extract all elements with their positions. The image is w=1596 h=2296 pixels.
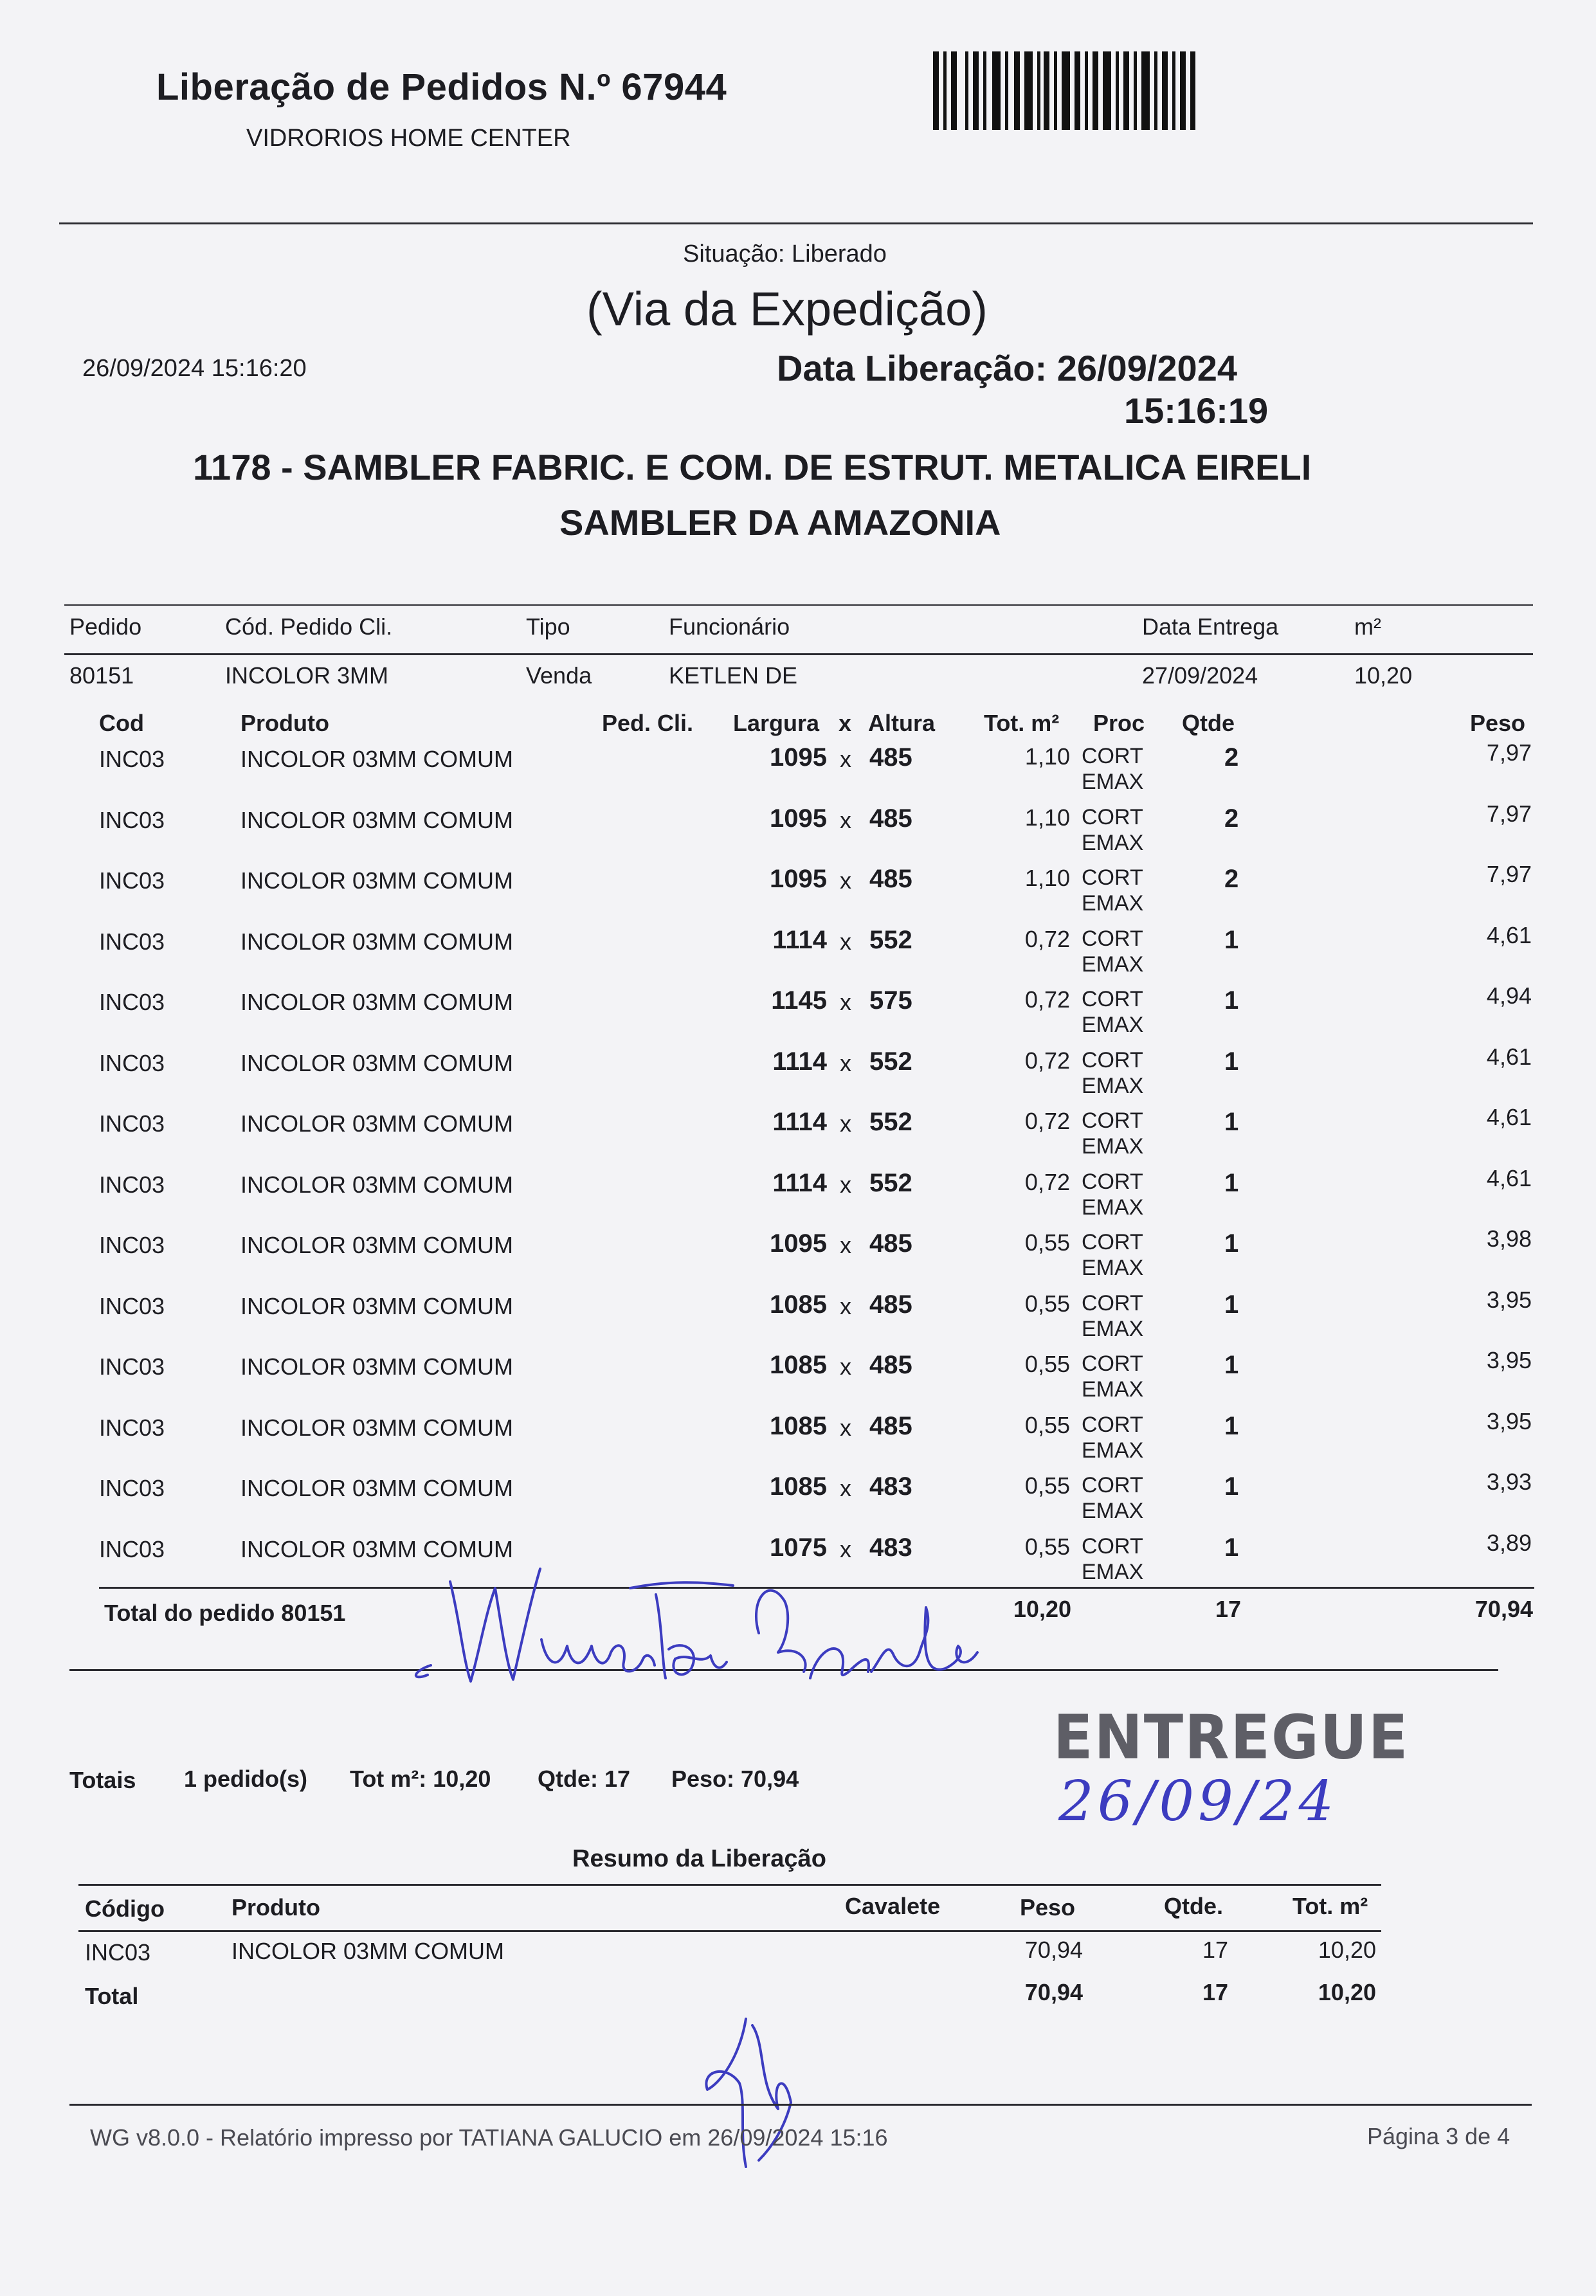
summary-col-cavalete: Cavalete <box>845 1893 941 1919</box>
col-tipo: Tipo <box>526 613 570 640</box>
item-proc-cort: CORT <box>1082 1473 1143 1497</box>
item-altura: 552 <box>869 926 912 954</box>
item-proc-cort: CORT <box>1082 987 1143 1011</box>
item-x: x <box>840 1475 851 1501</box>
item-x: x <box>840 989 851 1015</box>
order-tipo: Venda <box>526 662 592 689</box>
data-liberacao-date: 26/09/2024 <box>1056 348 1237 388</box>
header-divider <box>59 222 1533 224</box>
item-produto: INCOLOR 03MM COMUM <box>240 928 514 955</box>
item-cod: INC03 <box>99 1293 165 1319</box>
item-x: x <box>840 928 851 955</box>
item-proc-emax: EMAX <box>1082 1377 1144 1402</box>
item-peso: 3,95 <box>1486 1408 1532 1434</box>
order-section-bottom-line <box>69 1669 1498 1671</box>
order-total-line <box>99 1587 1534 1589</box>
item-largura: 1095 <box>770 865 827 893</box>
item-tot-m2: 0,55 <box>1024 1290 1070 1317</box>
summary-col-produto: Produto <box>231 1894 320 1921</box>
data-liberacao-label <box>777 347 1237 389</box>
item-cod: INC03 <box>99 1415 165 1441</box>
item-qtde: 1 <box>1224 986 1239 1015</box>
item-largura: 1085 <box>770 1290 827 1319</box>
item-produto: INCOLOR 03MM COMUM <box>240 1171 514 1198</box>
item-col-ped-cli: Ped. Cli. <box>602 710 694 736</box>
item-qtde: 1 <box>1224 1169 1239 1197</box>
item-peso: 7,97 <box>1486 861 1532 887</box>
item-altura: 485 <box>869 865 912 893</box>
order-funcionario: KETLEN DE <box>669 662 798 689</box>
item-col-largura: Largura <box>733 710 820 736</box>
company-name: VIDRORIOS HOME CENTER <box>246 125 571 152</box>
summary-row-qtde: 17 <box>1202 1937 1228 1963</box>
totals-tot-m2: Tot m²: 10,20 <box>350 1766 491 1792</box>
footer-page-number: Página 3 de 4 <box>1367 2123 1510 2149</box>
item-altura: 485 <box>869 1351 912 1379</box>
item-altura: 485 <box>869 1412 912 1440</box>
printed-timestamp: 26/09/2024 15:16:20 <box>82 355 307 382</box>
col-funcionario: Funcionário <box>669 613 790 640</box>
item-largura: 1095 <box>770 1229 827 1258</box>
summary-col-tot-m2: Tot. m² <box>1292 1893 1368 1919</box>
item-x: x <box>840 1536 851 1562</box>
item-x: x <box>840 1232 851 1258</box>
item-peso: 4,61 <box>1486 1104 1532 1130</box>
order-pedido: 80151 <box>69 662 134 689</box>
item-x: x <box>840 1171 851 1198</box>
item-proc-cort: CORT <box>1082 1291 1143 1315</box>
document-title: Liberação de Pedidos N.º 67944 <box>156 66 727 108</box>
summary-row-tot-m2: 10,20 <box>1318 1937 1376 1963</box>
summary-col-codigo: Código <box>85 1895 165 1922</box>
item-proc-emax: EMAX <box>1082 1256 1144 1280</box>
order-table-header-line <box>64 653 1533 655</box>
item-proc-cort: CORT <box>1082 865 1143 890</box>
status-situacao: Situação: Liberado <box>683 240 887 267</box>
summary-row-peso: 70,94 <box>1024 1937 1083 1963</box>
item-qtde: 1 <box>1224 1351 1239 1379</box>
item-peso: 3,89 <box>1486 1530 1532 1556</box>
footer-printed-by: WG v8.0.0 - Relatório impresso por TATIANA GALUCIO em 26/09/2024 15:16 <box>90 2124 888 2151</box>
item-cod: INC03 <box>99 1536 165 1562</box>
item-produto: INCOLOR 03MM COMUM <box>240 1353 514 1380</box>
item-produto: INCOLOR 03MM COMUM <box>240 1475 514 1501</box>
item-altura: 485 <box>869 1290 912 1319</box>
item-proc-emax: EMAX <box>1082 1560 1144 1584</box>
item-col-altura: Altura <box>868 710 936 736</box>
item-proc-emax: EMAX <box>1082 1195 1144 1220</box>
item-proc-emax: EMAX <box>1082 1013 1144 1037</box>
item-tot-m2: 1,10 <box>1024 865 1070 891</box>
item-qtde: 1 <box>1224 1047 1239 1076</box>
item-altura: 483 <box>869 1472 912 1501</box>
order-total-qtde: 17 <box>1215 1596 1242 1622</box>
item-tot-m2: 0,72 <box>1024 1169 1070 1195</box>
item-proc-cort: CORT <box>1082 1413 1143 1437</box>
summary-total-qtde: 17 <box>1202 1979 1228 2005</box>
item-x: x <box>840 1110 851 1137</box>
item-produto: INCOLOR 03MM COMUM <box>240 1536 514 1562</box>
item-tot-m2: 0,55 <box>1024 1533 1070 1560</box>
summary-title: Resumo da Liberação <box>572 1845 826 1872</box>
item-proc-emax: EMAX <box>1082 1499 1144 1523</box>
item-produto: INCOLOR 03MM COMUM <box>240 807 514 833</box>
item-largura: 1085 <box>770 1472 827 1501</box>
item-largura: 1114 <box>772 926 827 954</box>
item-proc-cort: CORT <box>1082 1170 1143 1194</box>
item-qtde: 1 <box>1224 926 1239 954</box>
item-tot-m2: 0,55 <box>1024 1229 1070 1256</box>
item-altura: 485 <box>869 743 912 772</box>
item-col-peso: Peso <box>1470 710 1526 736</box>
item-qtde: 2 <box>1224 865 1239 893</box>
summary-total-peso: 70,94 <box>1024 1979 1083 2005</box>
item-proc-emax: EMAX <box>1082 770 1144 794</box>
item-qtde: 2 <box>1224 804 1239 833</box>
item-tot-m2: 0,72 <box>1024 926 1070 952</box>
item-x: x <box>840 867 851 894</box>
item-proc-emax: EMAX <box>1082 952 1144 977</box>
item-qtde: 1 <box>1224 1472 1239 1501</box>
item-altura: 552 <box>869 1169 912 1197</box>
item-tot-m2: 0,55 <box>1024 1351 1070 1377</box>
item-altura: 485 <box>869 1229 912 1258</box>
col-m2: m² <box>1354 613 1381 640</box>
item-cod: INC03 <box>99 746 165 772</box>
item-cod: INC03 <box>99 867 165 894</box>
item-proc-emax: EMAX <box>1082 1317 1144 1341</box>
order-m2: 10,20 <box>1354 662 1413 689</box>
col-pedido: Pedido <box>69 613 142 640</box>
item-produto: INCOLOR 03MM COMUM <box>240 1110 514 1137</box>
item-peso: 4,61 <box>1486 922 1532 948</box>
item-x: x <box>840 1353 851 1380</box>
item-proc-emax: EMAX <box>1082 1134 1144 1159</box>
item-cod: INC03 <box>99 928 165 955</box>
item-qtde: 1 <box>1224 1229 1239 1258</box>
item-proc-cort: CORT <box>1082 1108 1143 1133</box>
item-peso: 3,98 <box>1486 1225 1532 1252</box>
item-peso: 4,61 <box>1486 1165 1532 1191</box>
totals-pedidos: 1 pedido(s) <box>184 1766 308 1792</box>
item-peso: 3,95 <box>1486 1347 1532 1373</box>
totals-peso: Peso: 70,94 <box>671 1766 799 1792</box>
item-altura: 552 <box>869 1047 912 1076</box>
item-qtde: 2 <box>1224 743 1239 772</box>
item-col-qtde: Qtde <box>1182 710 1235 736</box>
item-altura: 552 <box>869 1108 912 1136</box>
summary-col-qtde: Qtde. <box>1164 1893 1224 1919</box>
item-largura: 1145 <box>771 986 827 1015</box>
totals-qtde: Qtde: 17 <box>538 1766 631 1792</box>
item-largura: 1114 <box>772 1169 827 1197</box>
item-produto: INCOLOR 03MM COMUM <box>240 867 514 894</box>
item-proc-cort: CORT <box>1082 1351 1143 1376</box>
item-qtde: 1 <box>1224 1290 1239 1319</box>
delivered-date-handwritten: 26/09/24 <box>1058 1769 1338 1834</box>
totals-label: Totais <box>69 1767 136 1793</box>
item-altura: 575 <box>869 986 912 1015</box>
summary-row-codigo: INC03 <box>85 1939 151 1966</box>
item-tot-m2: 0,72 <box>1024 986 1070 1013</box>
item-cod: INC03 <box>99 1232 165 1258</box>
item-largura: 1075 <box>770 1533 827 1562</box>
summary-total-tot-m2: 10,20 <box>1318 1979 1376 2005</box>
item-largura: 1114 <box>772 1108 827 1136</box>
item-produto: INCOLOR 03MM COMUM <box>240 1415 514 1441</box>
order-data-entrega: 27/09/2024 <box>1142 662 1258 689</box>
item-x: x <box>840 807 851 833</box>
item-col-x: x <box>839 710 852 736</box>
item-proc-cort: CORT <box>1082 1230 1143 1254</box>
summary-row-produto: INCOLOR 03MM COMUM <box>231 1938 505 1964</box>
item-x: x <box>840 1050 851 1076</box>
item-qtde: 1 <box>1224 1108 1239 1136</box>
item-tot-m2: 1,10 <box>1024 743 1070 770</box>
data-liberacao-caption: Data Liberação: <box>777 348 1047 388</box>
item-cod: INC03 <box>99 1050 165 1076</box>
item-proc-cort: CORT <box>1082 744 1143 768</box>
item-tot-m2: 0,55 <box>1024 1412 1070 1438</box>
item-peso: 7,97 <box>1486 800 1532 827</box>
item-proc-cort: CORT <box>1082 805 1143 829</box>
item-col-produto: Produto <box>240 710 329 736</box>
item-produto: INCOLOR 03MM COMUM <box>240 1232 514 1258</box>
item-proc-cort: CORT <box>1082 1534 1143 1559</box>
col-data-entrega: Data Entrega <box>1142 613 1279 640</box>
item-cod: INC03 <box>99 1171 165 1198</box>
item-cod: INC03 <box>99 807 165 833</box>
order-total-label: Total do pedido 80151 <box>104 1600 346 1626</box>
item-produto: INCOLOR 03MM COMUM <box>240 1293 514 1319</box>
item-proc-emax: EMAX <box>1082 1438 1144 1463</box>
item-qtde: 1 <box>1224 1412 1239 1440</box>
customer-fantasy-name: SAMBLER DA AMAZONIA <box>559 502 1001 543</box>
item-peso: 7,97 <box>1486 739 1532 766</box>
item-peso: 3,93 <box>1486 1469 1532 1495</box>
item-peso: 3,95 <box>1486 1287 1532 1313</box>
item-largura: 1095 <box>770 804 827 833</box>
item-col-proc: Proc <box>1093 710 1145 736</box>
item-col-cod: Cod <box>99 710 144 736</box>
order-table-top-line <box>64 604 1533 606</box>
item-altura: 485 <box>869 804 912 833</box>
item-proc-cort: CORT <box>1082 1048 1143 1072</box>
item-tot-m2: 0,72 <box>1024 1108 1070 1134</box>
order-cod-pedido-cli: INCOLOR 3MM <box>225 662 389 689</box>
order-total-m2: 10,20 <box>1013 1596 1071 1622</box>
item-x: x <box>840 1293 851 1319</box>
item-proc-emax: EMAX <box>1082 831 1144 855</box>
item-largura: 1095 <box>770 743 827 772</box>
item-produto: INCOLOR 03MM COMUM <box>240 989 514 1015</box>
item-largura: 1085 <box>770 1351 827 1379</box>
footer-line <box>69 2104 1532 2106</box>
via-label: (Via da Expedição) <box>586 282 988 336</box>
barcode-icon <box>933 51 1195 130</box>
item-tot-m2: 1,10 <box>1024 804 1070 831</box>
item-tot-m2: 0,55 <box>1024 1472 1070 1499</box>
delivered-stamp: ENTREGUE <box>1053 1702 1410 1773</box>
item-x: x <box>840 746 851 772</box>
item-peso: 4,94 <box>1486 982 1532 1009</box>
item-produto: INCOLOR 03MM COMUM <box>240 1050 514 1076</box>
signature-icon <box>399 1543 1029 1717</box>
initials-signature-icon <box>682 2006 810 2180</box>
order-total-peso: 70,94 <box>1474 1596 1533 1622</box>
item-largura: 1085 <box>770 1412 827 1440</box>
item-altura: 483 <box>869 1533 912 1562</box>
item-cod: INC03 <box>99 1475 165 1501</box>
item-cod: INC03 <box>99 1353 165 1380</box>
item-tot-m2: 0,72 <box>1024 1047 1070 1074</box>
item-largura: 1114 <box>772 1047 827 1076</box>
item-proc-emax: EMAX <box>1082 891 1144 916</box>
summary-top-line <box>78 1884 1381 1886</box>
summary-total-label: Total <box>85 1983 139 2009</box>
summary-col-peso: Peso <box>1020 1894 1076 1921</box>
item-produto: INCOLOR 03MM COMUM <box>240 746 514 772</box>
item-proc-cort: CORT <box>1082 927 1143 951</box>
item-peso: 4,61 <box>1486 1044 1532 1070</box>
item-qtde: 1 <box>1224 1533 1239 1562</box>
item-x: x <box>840 1415 851 1441</box>
item-cod: INC03 <box>99 1110 165 1137</box>
col-cod-pedido-cli: Cód. Pedido Cli. <box>225 613 393 640</box>
item-col-tot-m2: Tot. m² <box>984 710 1060 736</box>
data-liberacao-time: 15:16:19 <box>1124 390 1269 431</box>
item-proc-emax: EMAX <box>1082 1074 1144 1098</box>
customer-name: 1178 - SAMBLER FABRIC. E COM. DE ESTRUT. METALICA EIRELI <box>193 447 1312 487</box>
item-cod: INC03 <box>99 989 165 1015</box>
summary-header-line <box>78 1930 1381 1932</box>
